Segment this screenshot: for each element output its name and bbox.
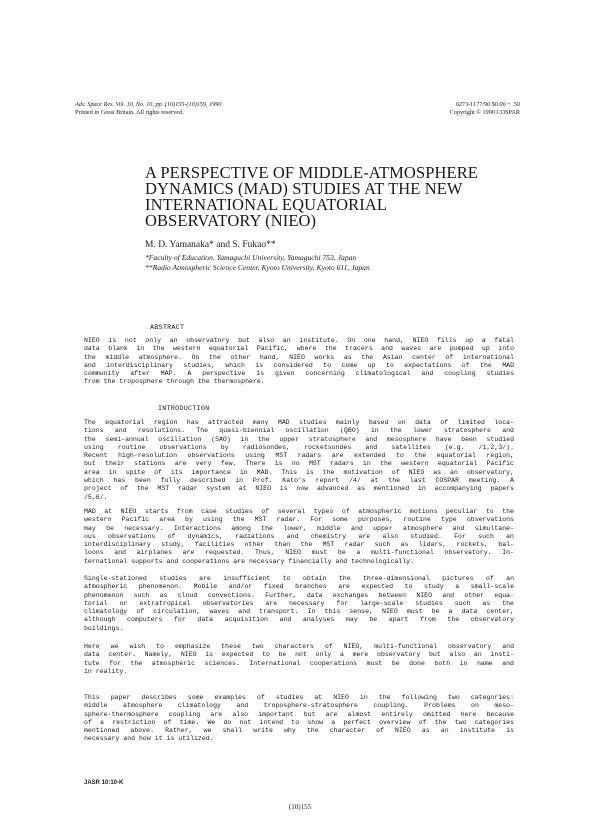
text-line: buildings. [84, 624, 124, 632]
text-line: mentioned above. Rather, we shall write why the character of NIEO as an institute is [84, 727, 514, 735]
text-line: area in spite of its importance in MAD. This is the motivation of NIEO as an observatory, [84, 468, 514, 476]
text-line: climatology of circulation, waves and transport. In this sense, NIEO must be a data center, [84, 608, 514, 616]
copyright-line: Copyright © 1990 COSPAR [449, 108, 520, 116]
journal-citation [75, 101, 221, 116]
authors: M. D. Yamanaka* and S. Fukao** [145, 240, 276, 250]
text-line: project of the MST radar system at NIEO is now advanced as mentioned in accompanying papers [84, 485, 514, 493]
text-line: tute for the atmospheric sciences. International cooperations must be done both in name and [84, 659, 514, 667]
text-line: MAD at NIEO starts from case studies of several types of atmospheric motions peculiar to the [84, 508, 514, 515]
text-line: ternational supports and cooperations are necessary financially and technologically. [84, 557, 415, 565]
text-line: ous observations of dynamics, radiations and chemistry are also studied. For such an [84, 532, 514, 540]
text-line: Recent high-resolution observations using MST radars are extended to the equatorial region, [84, 452, 514, 460]
text-line: middle atmosphere climatology and troposphere-stratosphere coupling. Problems on meso- [84, 702, 514, 710]
journal-citation-line: Adv. Space Res. Vol. 10, No. 10, pp. (10)155-(10)159, 1990 [75, 101, 222, 108]
text-line: phenomenon such as cloud convections. Further, data exchanges between NIEO and other equa- [84, 591, 514, 599]
intro-paragraph-4 [84, 643, 514, 676]
text-line: The equatorial region has attracted many MAD studies mainly based on data of limited loca- [84, 419, 514, 426]
journal-printed-line: Printed in Great Britain. All rights reserved. [75, 108, 184, 116]
text-line: the middle atmosphere. On the other hand, NIEO works as the Asian center of international [84, 353, 514, 361]
text-line: from the troposphere through the thermosphere. [84, 378, 265, 386]
text-line: torial or extratropical observatories are necessary for large-scale studies such as the [84, 599, 514, 607]
intro-paragraph-2 [84, 508, 514, 566]
page-number: (10)155 [288, 803, 312, 811]
text-line: Single-stationed studies are insufficient to obtain the three-dimensional pictures of an [84, 575, 514, 582]
text-line: the semi-annual oscillation (SAO) in the upper stratosphere and mesosphere have been studied [84, 435, 514, 443]
introduction-heading: INTRODUCTION [158, 405, 210, 413]
issn-price: 0273-1177/90 $0.00 + .50 [455, 101, 520, 108]
text-line: data blank in the western equatorial Pacific, where the tracers and waves are pumped up into [84, 345, 514, 353]
text-line: NIEO is not only an observatory but also an institute. On one hand, NIEO fills up a fatal [84, 337, 514, 344]
abstract-heading: ABSTRACT [150, 324, 185, 332]
text-line: in reality. [84, 667, 128, 675]
text-line: sphere-thermosphere coupling are also important but are almost entirely omitted here because [84, 710, 514, 718]
text-line: data center. Namely, NIEO is expected to be not only a mere observatory but also an insti- [84, 651, 514, 659]
title-line: OBSERVATORY (NIEO) [145, 211, 317, 230]
text-line: but their stations are very few. There is no MST radars in the western equatorial Pacific [84, 460, 514, 468]
affiliations [145, 253, 370, 273]
text-line: may be necessary. Interactions among the lower, middle and upper atmosphere and simultane- [84, 524, 514, 532]
page-code: JASR 10:10-K [84, 780, 124, 786]
text-line: necessary and how it is utilized. [84, 735, 214, 743]
text-line: interdisciplinary study, facilities other than the MST radar such as lidars, rockets, bal- [84, 541, 514, 549]
text-line: /5,6/. [84, 493, 108, 501]
text-line: of a restriction of time. We do not intend to show a perfect overview of the two categories [84, 718, 514, 726]
affiliation-1: *Faculty of Education, Yamaguchi University, Yamaguchi 753, Japan [145, 253, 357, 262]
title-line: INTERNATIONAL EQUATORIAL [145, 195, 388, 214]
abstract-body [84, 337, 514, 387]
text-line: although computers for data acquisition and analyses may be apart from the observatory [84, 616, 514, 624]
text-line: and interdisciplinary studies, which is considered to come up to expectations of the MAD [84, 361, 514, 369]
affiliation-2: **Radio Atmospheric Science Center, Kyoto University, Kyoto 611, Japan [145, 263, 370, 272]
paper-title [145, 165, 525, 229]
text-line: tions and resolutions. The quasi-biennial oscillation (QBO) in the lower stratosphere and [84, 427, 514, 435]
text-line: This paper describes some examples of studies at NIEO in the following two categories: [84, 694, 514, 701]
intro-paragraph-3 [84, 575, 514, 633]
text-line: atmospheric phenomenon. Mobile and/or fixed branches are expected to study a small-scale [84, 583, 514, 591]
text-line: Here we wish to emphasize these two characters of NIEO, multi-functional observatory and [84, 643, 514, 650]
copyright-block [450, 101, 520, 116]
text-line: which has been fully described in Prof. Kato's report /4/ at the last COSPAR meeting. A [84, 477, 514, 485]
text-line: community after MAP. A perspective is given concerning climatological and coupling studies [84, 370, 514, 378]
text-line: using routine observations by radiosondes, rocketsondes and satellites (e.g. /1,2,3/). [84, 443, 514, 451]
intro-paragraph-5 [84, 694, 514, 744]
intro-paragraph-1 [84, 419, 514, 502]
title-line: A PERSPECTIVE OF MIDDLE-ATMOSPHERE [145, 163, 478, 182]
text-line: western Pacific area by using the MST radar. For some purposes, routine type observations [84, 516, 514, 524]
text-line: loons and airplanes are requested. Thus, NIEO must be a multi-functional observatory. In- [84, 549, 514, 557]
title-line: DYNAMICS (MAD) STUDIES AT THE NEW [145, 179, 463, 198]
